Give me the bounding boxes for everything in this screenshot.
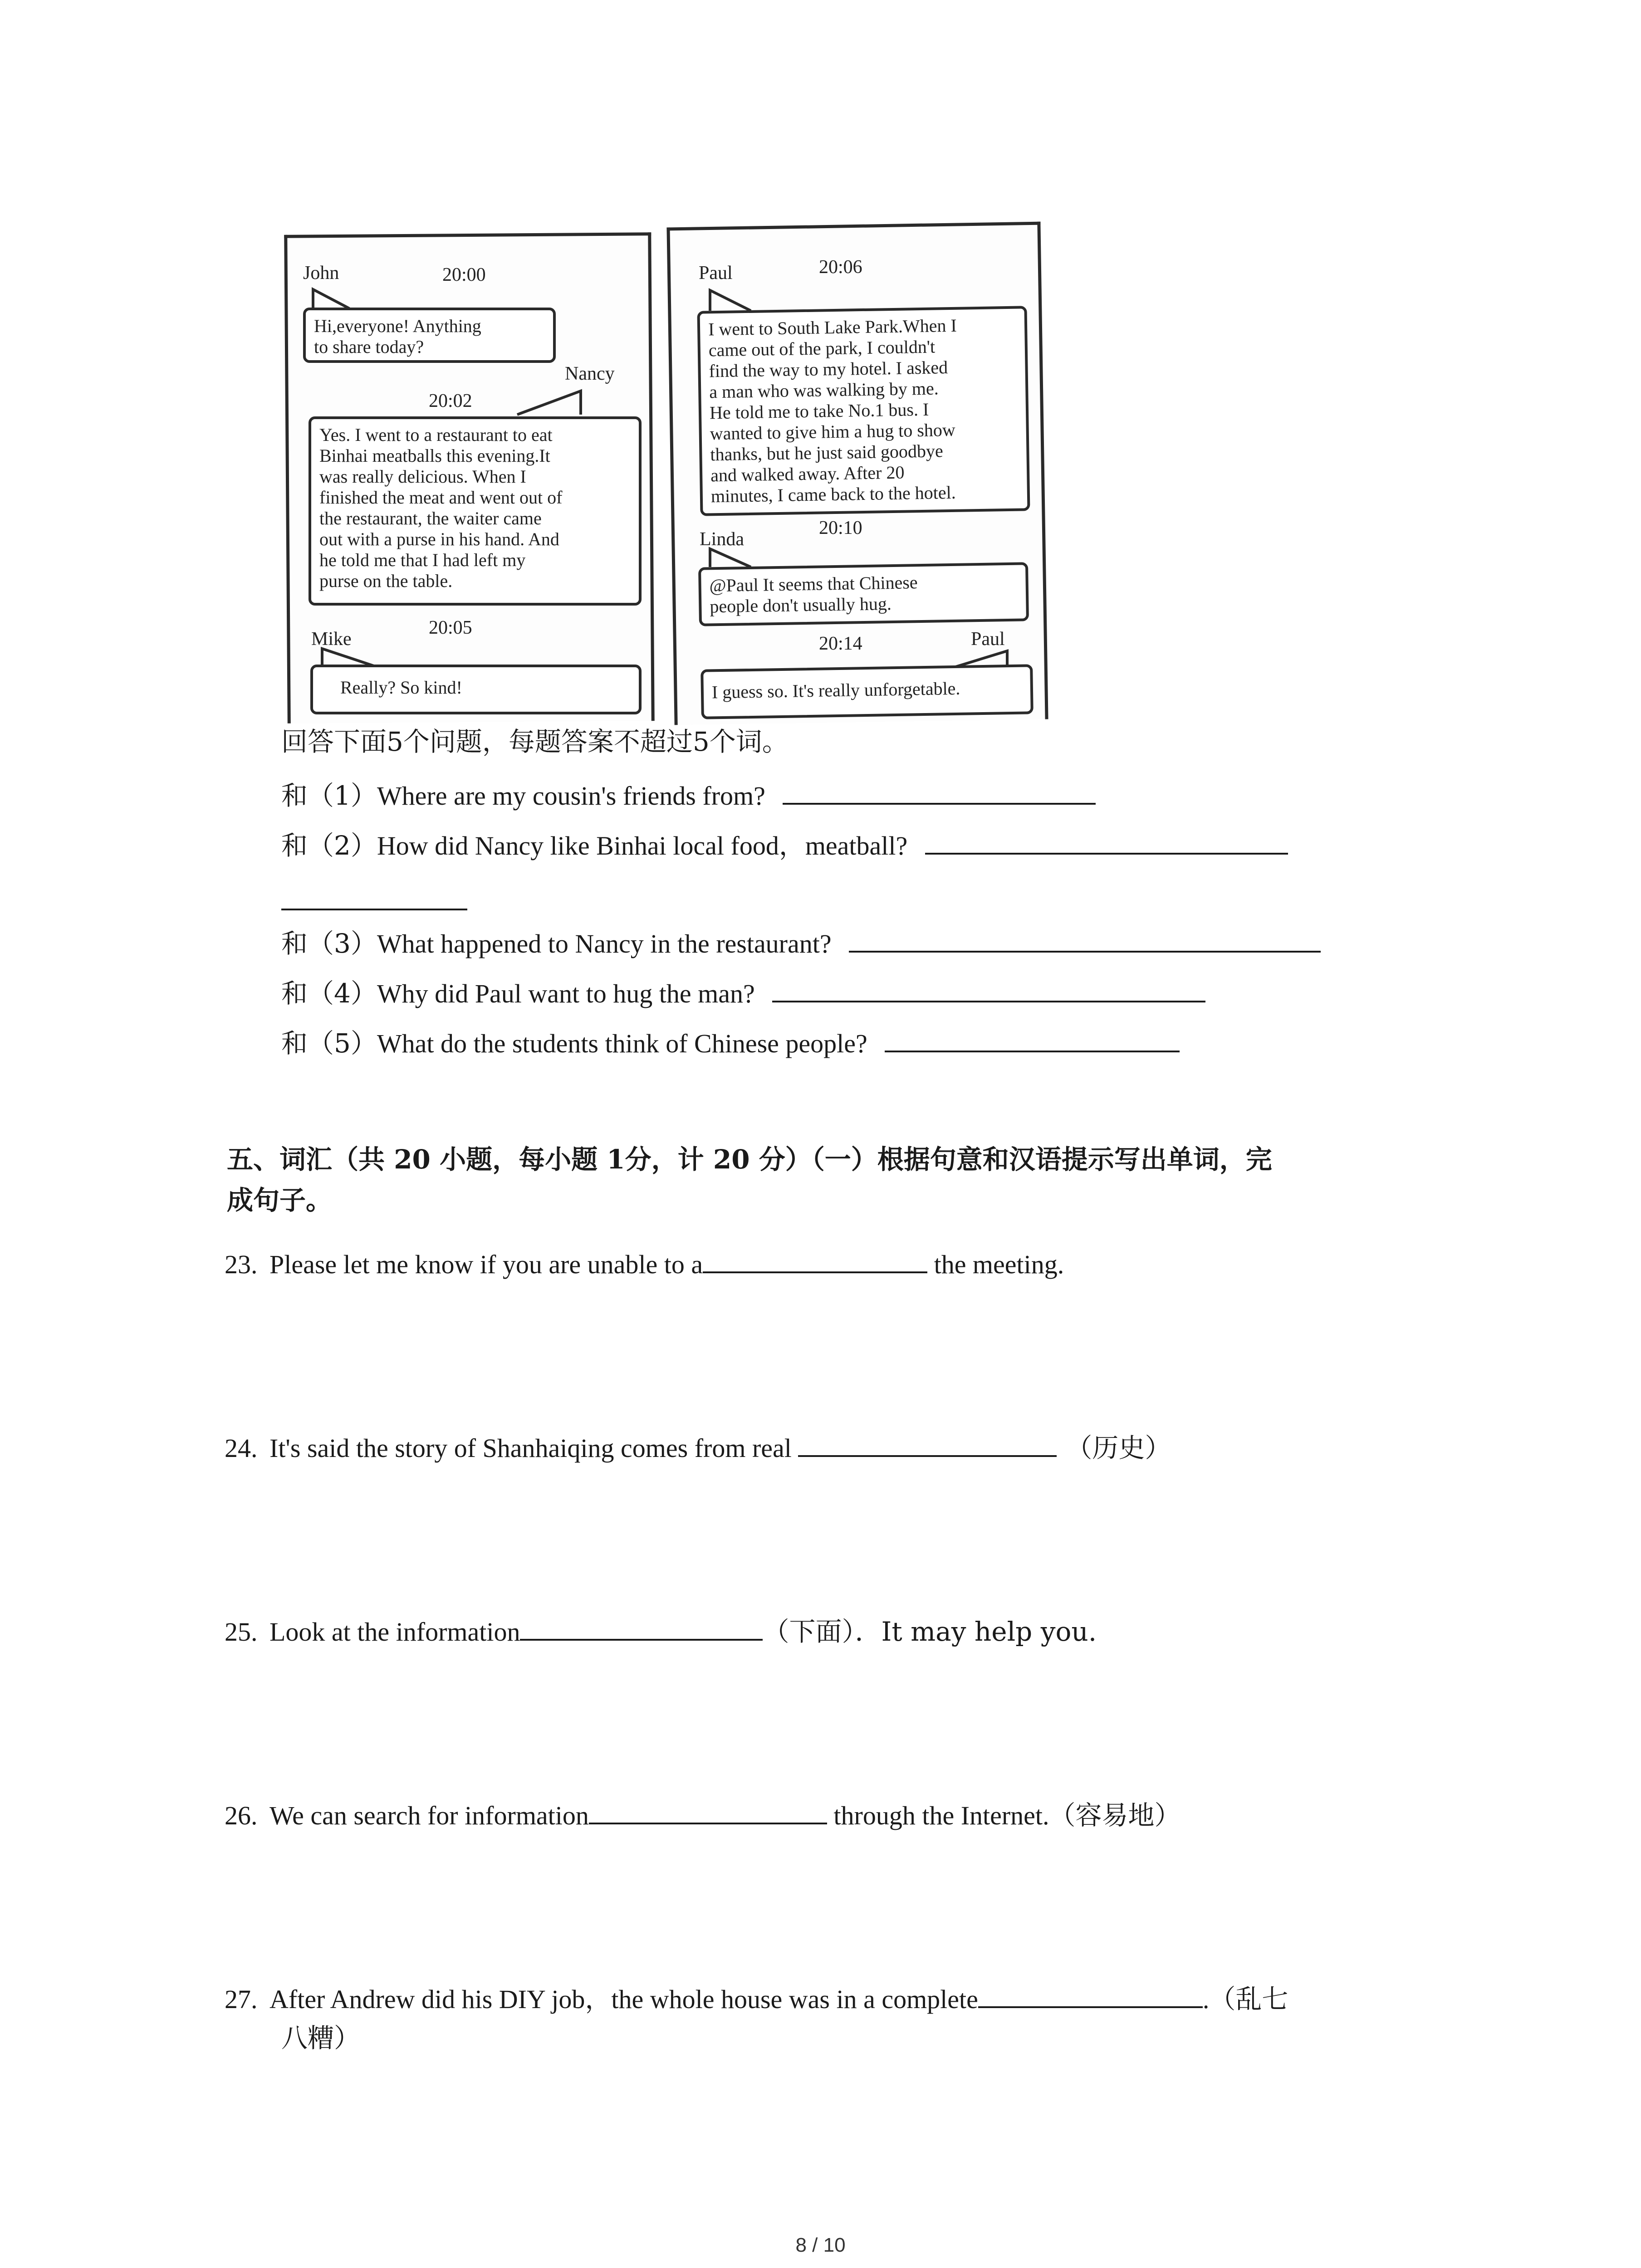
sender-name-paul: Paul: [699, 263, 733, 284]
timestamp-linda: 20:10: [819, 518, 862, 538]
message-line: was really delicious. When I: [319, 466, 526, 487]
question-text: Why did Paul want to hug the man?: [377, 979, 755, 1008]
sender-name-mike: Mike: [311, 629, 352, 650]
vocab-item-27: [225, 1980, 1288, 2015]
message-line: @Paul It seems that Chinese: [709, 572, 918, 596]
item-number: 25.: [225, 1617, 258, 1647]
message-bubble-mike: [310, 665, 642, 714]
message-line: a man who was walking by me.: [709, 378, 939, 402]
sender-name-nancy: Nancy: [565, 363, 615, 384]
message-bubble-linda: [698, 562, 1029, 626]
sender-name-paul-2: Paul: [971, 629, 1005, 650]
item-number: 26.: [225, 1801, 258, 1830]
vocab-item-25: [225, 1613, 1097, 1648]
message-line: thanks, but he just said goodbye: [710, 440, 944, 465]
vocab-item-24: [225, 1429, 1171, 1464]
section-five-title: 五、词汇（共 20 小题，每小题 1分，计 20 分）（一）根据句意和汉语提示写出单词，完: [227, 1144, 1272, 1175]
message-line: wanted to give him a hug to show: [710, 419, 956, 444]
message-line: Really? So kind!: [340, 677, 462, 698]
sender-name-john: John: [303, 263, 339, 284]
message-line: came out of the park, I couldn't: [708, 336, 936, 361]
answer-blank[interactable]: [978, 1980, 1203, 2008]
message-line: purse on the table.: [319, 571, 453, 591]
question-3: [281, 924, 1321, 960]
message-line: minutes, I came back to the hotel.: [710, 482, 956, 507]
message-bubble-paul: [697, 306, 1030, 516]
answer-blank[interactable]: [520, 1613, 763, 1641]
item-text: Please let me know if you are unable to a: [269, 1250, 703, 1279]
answer-blank[interactable]: [783, 777, 1096, 805]
question-5: [281, 1024, 1180, 1060]
answer-blank[interactable]: [703, 1245, 927, 1273]
message-line: Binhai meatballs this evening.It: [319, 445, 550, 466]
message-line: Yes. I went to a restaurant to eat: [319, 425, 553, 445]
item-text: We can search for information: [269, 1801, 589, 1830]
question-prefix: 和（3）: [281, 928, 377, 959]
item-text: After Andrew did his DIY job，the whole house was in a complete: [269, 1984, 978, 2014]
item-text-after: .: [1202, 1984, 1210, 2014]
message-bubble-nancy: [309, 416, 642, 606]
item-number: 24.: [225, 1433, 258, 1463]
answer-blank[interactable]: [849, 924, 1321, 953]
message-line: He told me to take No.1 bus. I: [709, 399, 929, 423]
timestamp-mike: 20:05: [429, 617, 472, 638]
message-line: he told me that I had left my: [319, 550, 526, 570]
message-line: I went to South Lake Park.When I: [708, 315, 957, 340]
question-4: [281, 974, 1205, 1010]
vocab-item-27-hint-continued: 八糟）: [281, 2023, 361, 2053]
item-text-after: the meeting.: [927, 1250, 1064, 1279]
question-text: What do the students think of Chinese people?: [377, 1029, 867, 1058]
message-line: Hi,everyone! Anything: [314, 316, 481, 336]
item-text-after: through the Internet.: [827, 1801, 1049, 1830]
answer-blank[interactable]: [885, 1024, 1180, 1052]
item-text: Look at the information: [269, 1617, 520, 1647]
message-line: people don't usually hug.: [710, 593, 892, 617]
question-text: Where are my cousin's friends from?: [377, 781, 765, 811]
item-text: It's said the story of Shanhaiqing comes from real: [269, 1433, 798, 1463]
question-prefix: 和（4）: [281, 978, 377, 1009]
chat-figure: [0, 0, 1641, 726]
answer-blank[interactable]: [772, 974, 1205, 1002]
message-bubble-john: [303, 308, 556, 363]
question-1: [281, 777, 1096, 812]
section-five-title-continued: 成句子。: [227, 1185, 333, 1216]
question-2-continuation: [281, 882, 467, 918]
question-2: [281, 826, 1288, 862]
sender-name-linda: Linda: [700, 529, 744, 550]
chinese-hint: （乱七: [1209, 1984, 1288, 2014]
timestamp-nancy: 20:02: [429, 391, 472, 411]
chinese-hint: （历史）: [1066, 1432, 1171, 1463]
question-prefix: 和（2）: [281, 830, 377, 861]
answer-blank-continued[interactable]: [281, 882, 467, 910]
question-prefix: 和（5）: [281, 1028, 377, 1059]
answer-blank[interactable]: [798, 1429, 1057, 1457]
page-number: 8 / 10: [795, 2234, 846, 2256]
bubble-tail-paul: [701, 286, 760, 313]
instructions: 回答下面5个问题，每题答案不超过5个词。: [281, 726, 789, 757]
chinese-hint: （容易地）: [1049, 1800, 1181, 1831]
question-text: How did Nancy like Binhai local food，meatball?: [377, 831, 908, 860]
vocab-item-23: [225, 1245, 1064, 1281]
item-number: 23.: [225, 1250, 258, 1279]
answer-blank[interactable]: [925, 826, 1288, 855]
message-line: I guess so. It's really unforgetable.: [711, 678, 960, 703]
answer-blank[interactable]: [589, 1796, 827, 1824]
bubble-tail-nancy: [513, 386, 594, 418]
timestamp-paul-2: 20:14: [819, 633, 862, 654]
timestamp-paul: 20:06: [819, 257, 862, 278]
message-bubble-paul-2: [700, 664, 1034, 719]
message-line: to share today?: [314, 337, 424, 357]
question-text: What happened to Nancy in the restaurant?: [377, 929, 832, 958]
message-line: out with a purse in his hand. And: [319, 529, 559, 549]
message-line: and walked away. After 20: [710, 462, 905, 486]
vocab-item-26: [225, 1796, 1181, 1832]
chinese-hint: （下面）．It may help you.: [763, 1616, 1097, 1647]
item-number: 27.: [225, 1984, 258, 2014]
question-prefix: 和（1）: [281, 780, 377, 811]
message-line: finished the meat and went out of: [319, 487, 563, 508]
message-line: the restaurant, the waiter came: [319, 508, 542, 528]
message-line: find the way to my hotel. I asked: [709, 357, 948, 381]
timestamp-john: 20:00: [442, 264, 486, 285]
